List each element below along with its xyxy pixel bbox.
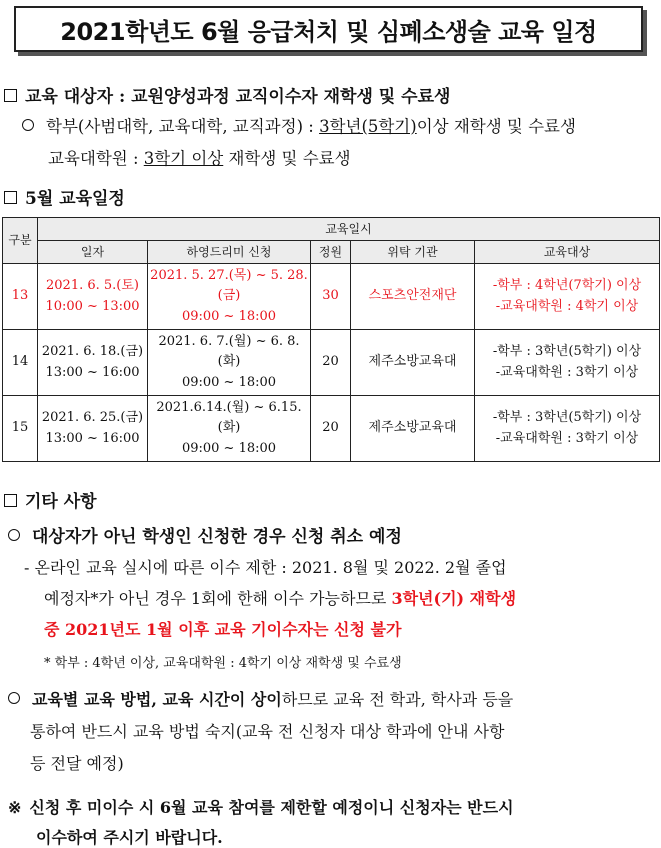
circle-bullet-icon (22, 119, 34, 131)
header-target: 교육대상 (475, 241, 660, 264)
table-row (3, 396, 660, 462)
row-no: 14 (3, 330, 38, 396)
row-target: -학부 : 3학년(5학기) 이상 -교육대학원 : 3학기 이상 (475, 396, 660, 462)
row-agency: 스포츠안전재단 (351, 264, 475, 330)
row-no: 15 (3, 396, 38, 462)
circle-bullet-icon (8, 529, 20, 541)
etc-item1-line2: 예정자*가 아닌 경우 1회에 한해 이수 가능하므로 3학년(기) 재학생 (44, 589, 517, 608)
title-box (14, 6, 643, 52)
page-title: 2021학년도 6월 응급처치 및 심폐소생술 교육 일정 (60, 17, 597, 46)
table-row (3, 330, 660, 396)
header-date: 일자 (38, 241, 148, 264)
col-group-header: 구분 (3, 218, 38, 264)
etc-item2-line1: 교육별 교육 방법, 교육 시간이 상이하므로 교육 전 학과, 학사과 등을 (8, 687, 513, 710)
row-no: 13 (3, 264, 38, 330)
row-apply: 2021. 6. 7.(월) ~ 6. 8.(화) 09:00 ~ 18:00 (148, 330, 311, 396)
row-date: 2021. 6. 25.(금) 13:00 ~ 16:00 (38, 396, 148, 462)
row-capacity: 30 (311, 264, 351, 330)
etc-item2-line3: 등 전달 예정) (30, 754, 124, 773)
etc-item1-heading: 대상자가 아닌 학생인 신청한 경우 신청 취소 예정 (8, 522, 402, 547)
etc-item2-line2: 통하여 반드시 교육 방법 숙지(교육 전 신청자 대상 학과에 안내 사항 (30, 722, 505, 741)
row-date: 2021. 6. 5.(토) 10:00 ~ 13:00 (38, 264, 148, 330)
schedule-table (2, 217, 660, 462)
circle-bullet-icon (8, 692, 20, 704)
reference-mark-icon: ※ (8, 798, 22, 817)
etc-item1-line1: - 온라인 교육 실시에 따른 이수 제한 : 2021. 8월 및 2022. 2월 졸업 (24, 558, 507, 577)
target-line-graduate: 교육대학원 : 3학기 이상 재학생 및 수료생 (48, 149, 351, 168)
row-target: -학부 : 4학년(7학기) 이상 -교육대학원 : 4학기 이상 (475, 264, 660, 330)
row-apply: 2021.6.14.(월) ~ 6.15.(화) 09:00 ~ 18:00 (148, 396, 311, 462)
header-agency: 위탁 기관 (351, 241, 475, 264)
row-agency: 제주소방교육대 (351, 396, 475, 462)
target-line-undergrad: 학부(사범대학, 교육대학, 교직과정) : 3학년(5학기)이상 재학생 및 수료생 (22, 113, 576, 137)
group-header: 교육일시 (38, 218, 660, 241)
notice-line1: ※ 신청 후 미이수 시 6월 교육 참여를 제한할 예정이니 신청자는 반드시 (8, 798, 514, 817)
square-bullet-icon (4, 494, 17, 507)
etc-heading: 기타 사항 (4, 487, 97, 512)
notice-line2: 이수하여 주시기 바랍니다. (36, 828, 223, 847)
table-row (3, 264, 660, 330)
row-capacity: 20 (311, 396, 351, 462)
schedule-heading: 5월 교육일정 (4, 184, 125, 209)
header-capacity: 정원 (311, 241, 351, 264)
target-heading: 교육 대상자 : 교원양성과정 교직이수자 재학생 및 수료생 (4, 82, 450, 107)
row-agency: 제주소방교육대 (351, 330, 475, 396)
square-bullet-icon (4, 89, 17, 102)
row-capacity: 20 (311, 330, 351, 396)
square-bullet-icon (4, 191, 17, 204)
etc-item1-note: * 학부 : 4학년 이상, 교육대학원 : 4학기 이상 재학생 및 수료생 (44, 656, 402, 671)
header-apply: 하영드리미 신청 (148, 241, 311, 264)
row-target: -학부 : 3학년(5학기) 이상 -교육대학원 : 3학기 이상 (475, 330, 660, 396)
row-date: 2021. 6. 18.(금) 13:00 ~ 16:00 (38, 330, 148, 396)
row-apply: 2021. 5. 27.(목) ~ 5. 28.(금) 09:00 ~ 18:00 (148, 264, 311, 330)
etc-item1-line3: 중 2021년도 1월 이후 교육 기이수자는 신청 불가 (44, 620, 402, 639)
